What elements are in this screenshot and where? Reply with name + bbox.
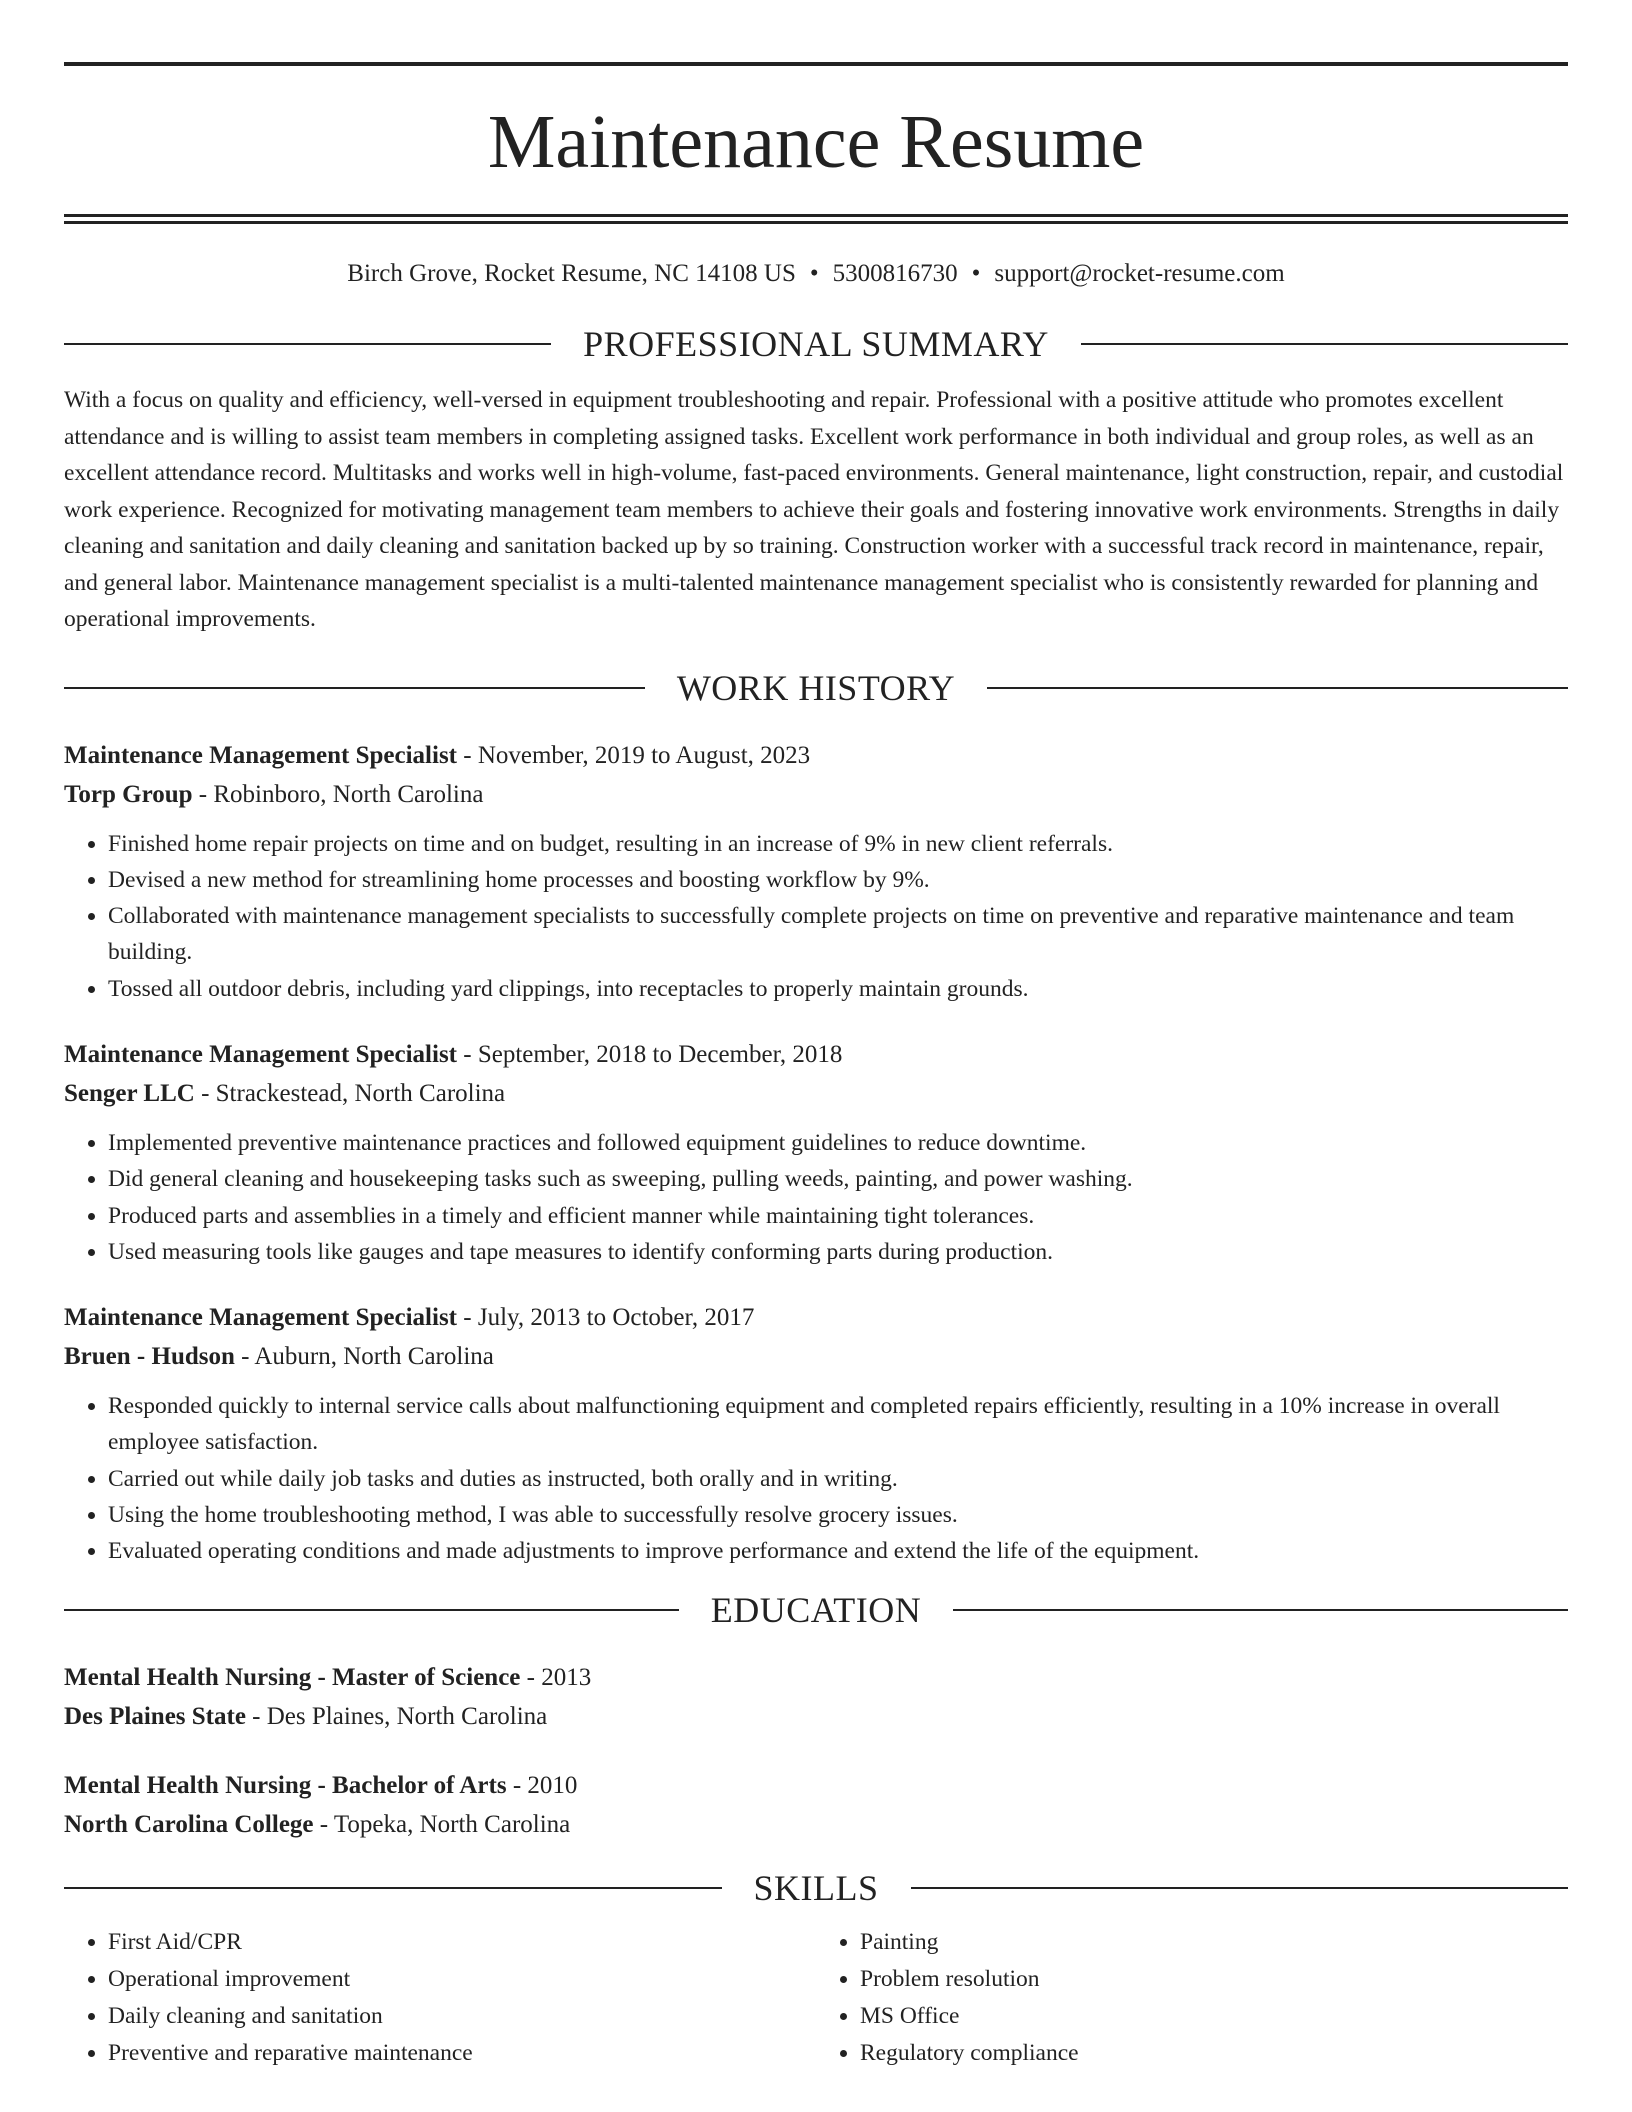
job-location: - Strackestead, North Carolina — [194, 1079, 506, 1107]
section-rule-left — [64, 343, 551, 345]
education-year: - 2013 — [520, 1663, 592, 1691]
job-bullet: • Collaborated with maintenance management specialists to successfully complete projects on time on preventive and reparative maintenance and team building. — [108, 898, 1568, 971]
education-degree: Mental Health Nursing - Bachelor of Arts — [64, 1771, 507, 1799]
summary-text: With a focus on quality and efficiency, well-versed in equipment troubleshooting and repair. Professional with a positive attitude who promotes excellent attendance and is willing to assist team members in completing assigned tasks. Excellent work performance in both individual and group roles, as well as an excellent attendance record. Multitasks and works well in high-volume, fast-paced environments. General maintenance, light construction, repair, and custodial work experience. Recognized for motivating management team members to achieve their goals and fostering innovative work environments. Strengths in daily cleaning and sanitation and daily cleaning and sanitation backed up by so training. Construction worker with a successful track record in maintenance, repair, and general labor. Maintenance management specialist is a multi-talented maintenance management specialist who is consistently rewarded for planning and operational improvements. — [64, 387, 1564, 632]
education-degree: Mental Health Nursing - Master of Science — [64, 1663, 521, 1691]
job-title: Maintenance Management Specialist — [64, 741, 458, 769]
title-double-rule — [64, 214, 1568, 224]
job-location: - Robinboro, North Carolina — [192, 780, 484, 808]
job-title-line — [64, 1035, 1568, 1074]
top-rule — [64, 62, 1568, 66]
education-school: Des Plaines State — [64, 1702, 246, 1730]
section-title-summary: PROFESSIONAL SUMMARY — [583, 324, 1049, 364]
contact-separator: • — [971, 260, 981, 287]
section-rule-left — [64, 687, 645, 689]
job-bullet: • Implemented preventive maintenance practices and followed equipment guidelines to reduce downtime. — [108, 1125, 1568, 1161]
job-bullets — [64, 1125, 1568, 1270]
education-year: - 2010 — [506, 1771, 578, 1799]
job-bullet: • Finished home repair projects on time and on budget, resulting in an increase of 9% in new client referrals. — [108, 826, 1568, 862]
job-bullets — [64, 826, 1568, 1007]
section-rule-right — [953, 1609, 1568, 1611]
section-rule-left — [64, 1609, 679, 1611]
skill-item: • First Aid/CPR — [108, 1924, 816, 1961]
education-location: - Des Plaines, North Carolina — [245, 1702, 548, 1730]
section-header-work — [64, 667, 1568, 708]
contact-phone: 5300816730 — [832, 260, 958, 287]
job-entry-3 — [64, 1298, 1568, 1569]
contact-separator: • — [809, 260, 819, 287]
contact-email: support@rocket-resume.com — [994, 260, 1285, 287]
section-rule-right — [987, 687, 1568, 689]
section-header-education — [64, 1589, 1568, 1630]
education-entry-2 — [64, 1766, 1568, 1844]
skills-list — [64, 1924, 1568, 2072]
skill-item: • Problem resolution — [860, 1961, 1568, 1998]
contact-address: Birch Grove, Rocket Resume, NC 14108 US — [347, 260, 796, 287]
job-company: Torp Group — [64, 780, 193, 808]
job-bullet: • Carried out while daily job tasks and duties as instructed, both orally and in writing. — [108, 1461, 1568, 1497]
section-title-education: EDUCATION — [710, 1589, 922, 1630]
job-bullet: • Evaluated operating conditions and made adjustments to improve performance and extend the life of the equipment. — [108, 1533, 1568, 1569]
education-location: - Topeka, North Carolina — [313, 1810, 571, 1838]
job-company: Senger LLC — [64, 1079, 195, 1107]
section-rule-left — [64, 1887, 722, 1889]
job-title-line — [64, 736, 1568, 775]
skill-item: • Daily cleaning and sanitation — [108, 1998, 816, 2035]
section-rule-right — [911, 1887, 1569, 1889]
job-title-line — [64, 1298, 1568, 1337]
skill-item: • Preventive and reparative maintenance — [108, 2035, 816, 2072]
job-title: Maintenance Management Specialist — [64, 1304, 458, 1332]
job-bullet: • Used measuring tools like gauges and tape measures to identify conforming parts during production. — [108, 1234, 1568, 1270]
skills-column-left — [64, 1924, 816, 2072]
education-degree-line — [64, 1658, 1568, 1697]
job-bullet: • Did general cleaning and housekeeping tasks such as sweeping, pulling weeds, painting, and power washing. — [108, 1161, 1568, 1197]
contact-line — [64, 261, 1568, 286]
job-entry-1 — [64, 736, 1568, 1007]
education-school-line — [64, 1697, 1568, 1736]
skills-column-right — [816, 1924, 1568, 2072]
job-company: Bruen - Hudson — [64, 1343, 235, 1371]
section-header-skills — [64, 1867, 1568, 1908]
section-header-summary — [64, 326, 1568, 362]
education-entry-1 — [64, 1658, 1568, 1736]
job-dates: - September, 2018 to December, 2018 — [457, 1040, 843, 1068]
section-title-skills: SKILLS — [753, 1867, 879, 1908]
job-dates: - July, 2013 to October, 2017 — [457, 1304, 755, 1332]
job-company-line — [64, 775, 1568, 814]
job-company-line — [64, 1337, 1568, 1376]
job-location: - Auburn, North Carolina — [234, 1343, 494, 1371]
skill-item: • MS Office — [860, 1998, 1568, 2035]
section-title-work: WORK HISTORY — [676, 667, 956, 708]
job-bullet: • Produced parts and assemblies in a timely and efficient manner while maintaining tight tolerances. — [108, 1198, 1568, 1234]
education-degree-line — [64, 1766, 1568, 1805]
skill-item: • Operational improvement — [108, 1961, 816, 1998]
skill-item: • Painting — [860, 1924, 1568, 1961]
job-title: Maintenance Management Specialist — [64, 1040, 458, 1068]
education-school: North Carolina College — [64, 1810, 314, 1838]
education-school-line — [64, 1805, 1568, 1844]
job-bullet: • Using the home troubleshooting method, I was able to successfully resolve grocery issues. — [108, 1497, 1568, 1533]
job-entry-2 — [64, 1035, 1568, 1270]
skill-item: • Regulatory compliance — [860, 2035, 1568, 2072]
job-company-line — [64, 1074, 1568, 1113]
job-bullet: • Tossed all outdoor debris, including yard clippings, into receptacles to properly maintain grounds. — [108, 971, 1568, 1007]
job-bullets — [64, 1388, 1568, 1569]
job-bullet: • Devised a new method for streamlining home processes and boosting workflow by 9%. — [108, 862, 1568, 898]
job-bullet: • Responded quickly to internal service calls about malfunctioning equipment and completed repairs efficiently, resulting in a 10% increase in overall employee satisfaction. — [108, 1388, 1568, 1461]
section-rule-right — [1081, 343, 1568, 345]
job-dates: - November, 2019 to August, 2023 — [457, 741, 811, 769]
resume-title: Maintenance Resume — [487, 100, 1145, 184]
